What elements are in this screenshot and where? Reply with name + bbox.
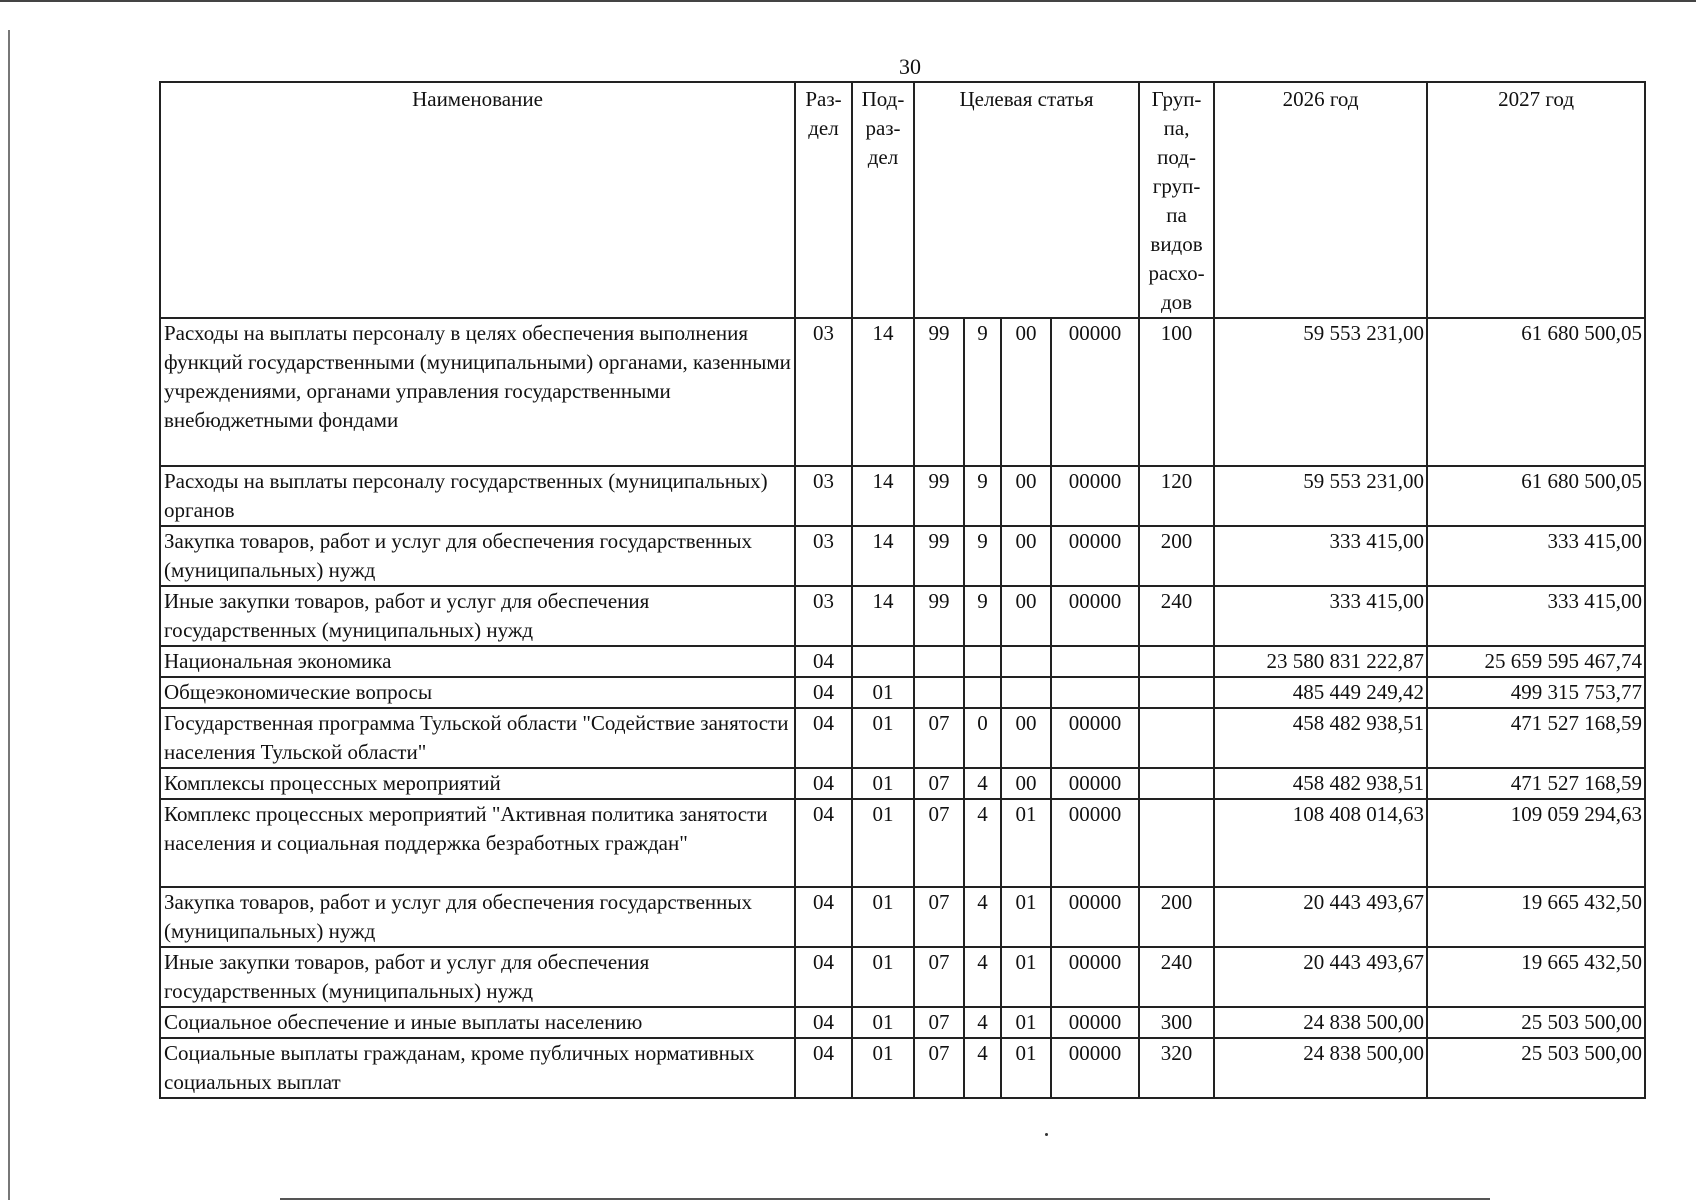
row-name: Общеэкономические вопросы [160,677,795,708]
row-target-expense: 00000 [1051,586,1139,646]
row-amount-2027: 471 527 168,59 [1427,708,1645,768]
header-2026: 2026 год [1214,82,1427,318]
table-row [160,318,1645,466]
row-target-direction: 01 [1001,947,1051,1007]
row-amount-2026: 333 415,00 [1214,526,1427,586]
row-amount-2026: 24 838 500,00 [1214,1007,1427,1038]
row-target-expense: 00000 [1051,1038,1139,1098]
row-target-program: 99 [914,318,964,466]
row-amount-2027: 61 680 500,05 [1427,466,1645,526]
row-subsection: 01 [852,947,914,1007]
row-expense-group: 320 [1139,1038,1214,1098]
row-expense-group: 200 [1139,887,1214,947]
row-subsection: 01 [852,677,914,708]
row-name: Государственная программа Тульской области "Содействие занятости населения Тульской области" [160,708,795,768]
row-target-expense: 00000 [1051,1007,1139,1038]
row-target-direction: 01 [1001,1007,1051,1038]
table-row [160,677,1645,708]
row-target-direction: 00 [1001,526,1051,586]
page-border-left [8,30,10,1200]
row-section: 03 [795,586,852,646]
row-amount-2026: 458 482 938,51 [1214,708,1427,768]
row-amount-2027: 19 665 432,50 [1427,887,1645,947]
row-subsection: 14 [852,466,914,526]
row-amount-2026: 20 443 493,67 [1214,887,1427,947]
row-section: 03 [795,318,852,466]
row-target-expense [1051,677,1139,708]
row-subsection [852,646,914,677]
row-expense-group: 300 [1139,1007,1214,1038]
row-amount-2026: 59 553 231,00 [1214,318,1427,466]
row-expense-group: 100 [1139,318,1214,466]
row-section: 04 [795,947,852,1007]
row-subsection: 01 [852,887,914,947]
row-name: Иные закупки товаров, работ и услуг для обеспечения государственных (муниципальных) нужд [160,947,795,1007]
table-row [160,708,1645,768]
row-subsection: 14 [852,318,914,466]
table-header-row [160,82,1645,318]
row-expense-group [1139,799,1214,887]
header-2027: 2027 год [1427,82,1645,318]
row-target-direction: 00 [1001,708,1051,768]
row-section: 03 [795,466,852,526]
row-expense-group: 240 [1139,947,1214,1007]
row-target-type: 4 [964,799,1001,887]
row-target-direction: 01 [1001,799,1051,887]
row-target-type [964,646,1001,677]
row-target-expense: 00000 [1051,708,1139,768]
table-row [160,1007,1645,1038]
header-name: Наименование [160,82,795,318]
row-target-program: 07 [914,1038,964,1098]
row-target-direction: 00 [1001,586,1051,646]
row-target-program: 07 [914,799,964,887]
budget-table [159,81,1646,1099]
header-section: Раз- дел [795,82,852,318]
row-target-direction: 00 [1001,466,1051,526]
row-target-expense: 00000 [1051,947,1139,1007]
row-target-type: 9 [964,586,1001,646]
row-target-program: 07 [914,947,964,1007]
header-subsection: Под- раз- дел [852,82,914,318]
row-target-type: 4 [964,768,1001,799]
header-group: Груп- па, под- груп- па видов расхо- дов [1139,82,1214,318]
row-target-type [964,677,1001,708]
row-subsection: 01 [852,708,914,768]
table-row [160,799,1645,887]
row-section: 04 [795,1038,852,1098]
scan-speck [1045,1133,1048,1136]
row-name: Комплекс процессных мероприятий "Активная политика занятости населения и социальная поддержка безработных граждан" [160,799,795,887]
row-target-expense: 00000 [1051,799,1139,887]
row-name: Закупка товаров, работ и услуг для обеспечения государственных (муниципальных) нужд [160,526,795,586]
row-amount-2027: 25 503 500,00 [1427,1038,1645,1098]
row-amount-2026: 333 415,00 [1214,586,1427,646]
row-name: Расходы на выплаты персоналу государственных (муниципальных) органов [160,466,795,526]
row-target-program: 07 [914,887,964,947]
table-row [160,887,1645,947]
table-row [160,1038,1645,1098]
page-border-top [0,0,1696,2]
row-name: Национальная экономика [160,646,795,677]
row-target-type: 9 [964,466,1001,526]
row-target-direction: 01 [1001,1038,1051,1098]
row-amount-2027: 471 527 168,59 [1427,768,1645,799]
row-target-type: 4 [964,1038,1001,1098]
row-expense-group [1139,646,1214,677]
row-target-type: 4 [964,1007,1001,1038]
row-section: 04 [795,1007,852,1038]
table-row [160,947,1645,1007]
row-target-type: 9 [964,526,1001,586]
row-subsection: 01 [852,1007,914,1038]
row-subsection: 01 [852,768,914,799]
row-name: Социальные выплаты гражданам, кроме публичных нормативных социальных выплат [160,1038,795,1098]
page-number: 30 [899,54,921,79]
row-name: Комплексы процессных мероприятий [160,768,795,799]
row-target-program [914,646,964,677]
row-section: 04 [795,708,852,768]
row-target-type: 9 [964,318,1001,466]
row-amount-2026: 108 408 014,63 [1214,799,1427,887]
row-name: Иные закупки товаров, работ и услуг для обеспечения государственных (муниципальных) нужд [160,586,795,646]
row-amount-2027: 499 315 753,77 [1427,677,1645,708]
row-expense-group: 120 [1139,466,1214,526]
row-target-type: 0 [964,708,1001,768]
row-section: 04 [795,677,852,708]
row-subsection: 14 [852,526,914,586]
row-target-program: 07 [914,768,964,799]
header-target: Целевая статья [914,82,1139,318]
row-amount-2027: 25 503 500,00 [1427,1007,1645,1038]
table-row [160,768,1645,799]
row-expense-group [1139,768,1214,799]
row-target-expense: 00000 [1051,318,1139,466]
row-amount-2026: 23 580 831 222,87 [1214,646,1427,677]
row-amount-2027: 19 665 432,50 [1427,947,1645,1007]
row-target-expense: 00000 [1051,526,1139,586]
row-name: Расходы на выплаты персоналу в целях обеспечения выполнения функций государственными (муниципальными) органами, казенными учреждениями, органами управления государственными внебюджетными фондами [160,318,795,466]
row-target-program: 07 [914,708,964,768]
row-section: 04 [795,799,852,887]
row-amount-2027: 25 659 595 467,74 [1427,646,1645,677]
row-expense-group: 240 [1139,586,1214,646]
row-target-expense: 00000 [1051,887,1139,947]
row-name: Социальное обеспечение и иные выплаты населению [160,1007,795,1038]
row-target-type: 4 [964,947,1001,1007]
row-section: 04 [795,768,852,799]
row-amount-2026: 20 443 493,67 [1214,947,1427,1007]
row-target-direction [1001,677,1051,708]
row-amount-2026: 59 553 231,00 [1214,466,1427,526]
row-subsection: 14 [852,586,914,646]
row-section: 04 [795,887,852,947]
row-target-program: 99 [914,526,964,586]
row-target-expense: 00000 [1051,466,1139,526]
row-amount-2027: 61 680 500,05 [1427,318,1645,466]
table-row [160,526,1645,586]
row-target-direction: 01 [1001,887,1051,947]
row-subsection: 01 [852,799,914,887]
row-subsection: 01 [852,1038,914,1098]
row-target-direction: 00 [1001,318,1051,466]
row-target-program: 99 [914,466,964,526]
row-expense-group: 200 [1139,526,1214,586]
row-name: Закупка товаров, работ и услуг для обеспечения государственных (муниципальных) нужд [160,887,795,947]
row-target-program [914,677,964,708]
table-row [160,586,1645,646]
row-section: 04 [795,646,852,677]
row-target-type: 4 [964,887,1001,947]
row-target-expense [1051,646,1139,677]
row-section: 03 [795,526,852,586]
row-expense-group [1139,708,1214,768]
row-amount-2026: 485 449 249,42 [1214,677,1427,708]
row-target-expense: 00000 [1051,768,1139,799]
row-target-direction [1001,646,1051,677]
row-amount-2026: 24 838 500,00 [1214,1038,1427,1098]
table-row [160,466,1645,526]
row-amount-2026: 458 482 938,51 [1214,768,1427,799]
table-row [160,646,1645,677]
row-amount-2027: 333 415,00 [1427,586,1645,646]
row-amount-2027: 333 415,00 [1427,526,1645,586]
row-expense-group [1139,677,1214,708]
row-target-program: 07 [914,1007,964,1038]
row-target-direction: 00 [1001,768,1051,799]
row-amount-2027: 109 059 294,63 [1427,799,1645,887]
row-target-program: 99 [914,586,964,646]
